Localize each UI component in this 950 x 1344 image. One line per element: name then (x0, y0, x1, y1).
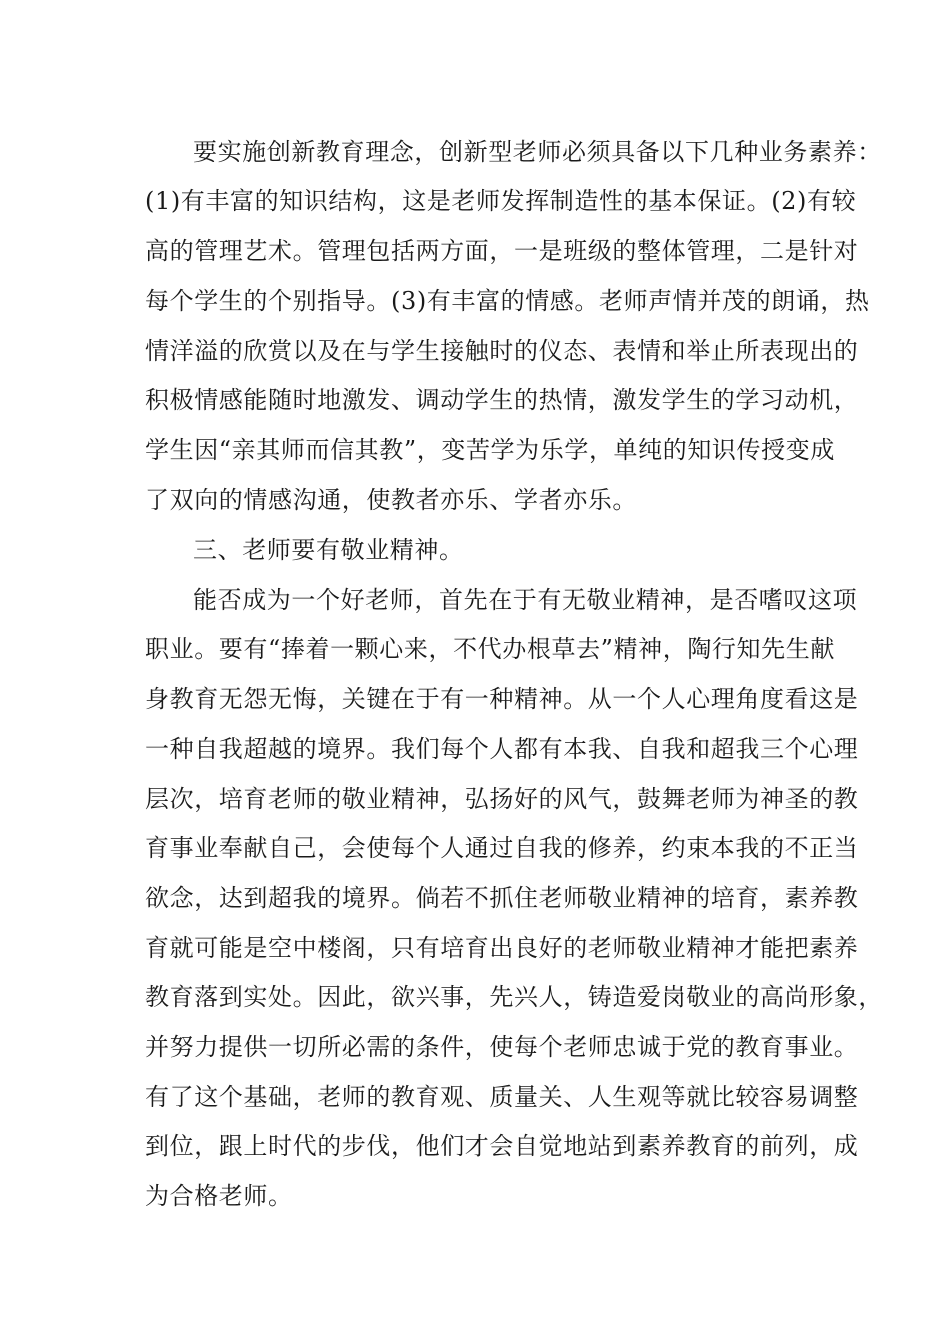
paragraph-1-line-8: 了双向的情感沟通，使教者亦乐、学者亦乐。 (145, 486, 637, 514)
section-heading: 三、老师要有敬业精神。 (193, 536, 464, 564)
paragraph-1-line-2: (1)有丰富的知识结构，这是老师发挥制造性的基本保证。(2)有较 (145, 187, 857, 215)
paragraph-2-line-6: 育事业奉献自己，会使每个人通过自我的修养，约束本我的不正当 (145, 834, 859, 862)
paragraph-2-line-5: 层次，培育老师的敬业精神，弘扬好的风气，鼓舞老师为神圣的教 (145, 785, 859, 813)
paragraph-2-line-1: 能否成为一个好老师，首先在于有无敬业精神，是否嗜叹这项 (193, 586, 858, 614)
paragraph-2-line-3: 身教育无怨无悔，关键在于有一种精神。从一个人心理角度看这是 (145, 685, 859, 713)
paragraph-2-line-9: 教育落到实处。因此，欲兴事，先兴人，铸造爱岗敬业的高尚形象， (145, 983, 883, 1011)
paragraph-2-line-13: 为合格老师。 (145, 1182, 293, 1210)
paragraph-2-line-4: 一种自我超越的境界。我们每个人都有本我、自我和超我三个心理 (145, 735, 859, 763)
paragraph-1-line-3: 高的管理艺术。管理包括两方面，一是班级的整体管理，二是针对 (145, 237, 859, 265)
paragraph-1-line-6: 积极情感能随时地激发、调动学生的热情，激发学生的学习动机， (145, 386, 859, 414)
paragraph-2-line-7: 欲念，达到超我的境界。倘若不抓住老师敬业精神的培育，素养教 (145, 884, 859, 912)
paragraph-1-line-1: 要实施创新教育理念，创新型老师必须具备以下几种业务素养： (193, 138, 882, 166)
paragraph-2-line-12: 到位，跟上时代的步伐，他们才会自觉地站到素养教育的前列，成 (145, 1132, 859, 1160)
paragraph-2-line-10: 并努力提供一切所必需的条件，使每个老师忠诚于党的教育事业。 (145, 1033, 859, 1061)
paragraph-2-line-2: 职业。要有“捧着一颗心来，不代办根草去”精神，陶行知先生献 (145, 635, 835, 663)
paragraph-1-line-7: 学生因“亲其师而信其教”，变苦学为乐学，单纯的知识传授变成 (145, 436, 835, 464)
paragraph-1-line-4: 每个学生的个别指导。(3)有丰富的情感。老师声情并茂的朗诵，热 (145, 287, 870, 315)
paragraph-2-line-8: 育就可能是空中楼阁，只有培育出良好的老师敬业精神才能把素养 (145, 934, 859, 962)
paragraph-2-line-11: 有了这个基础，老师的教育观、质量关、人生观等就比较容易调整 (145, 1083, 859, 1111)
paragraph-1-line-5: 情洋溢的欣赏以及在与学生接触时的仪态、表情和举止所表现出的 (145, 337, 859, 365)
